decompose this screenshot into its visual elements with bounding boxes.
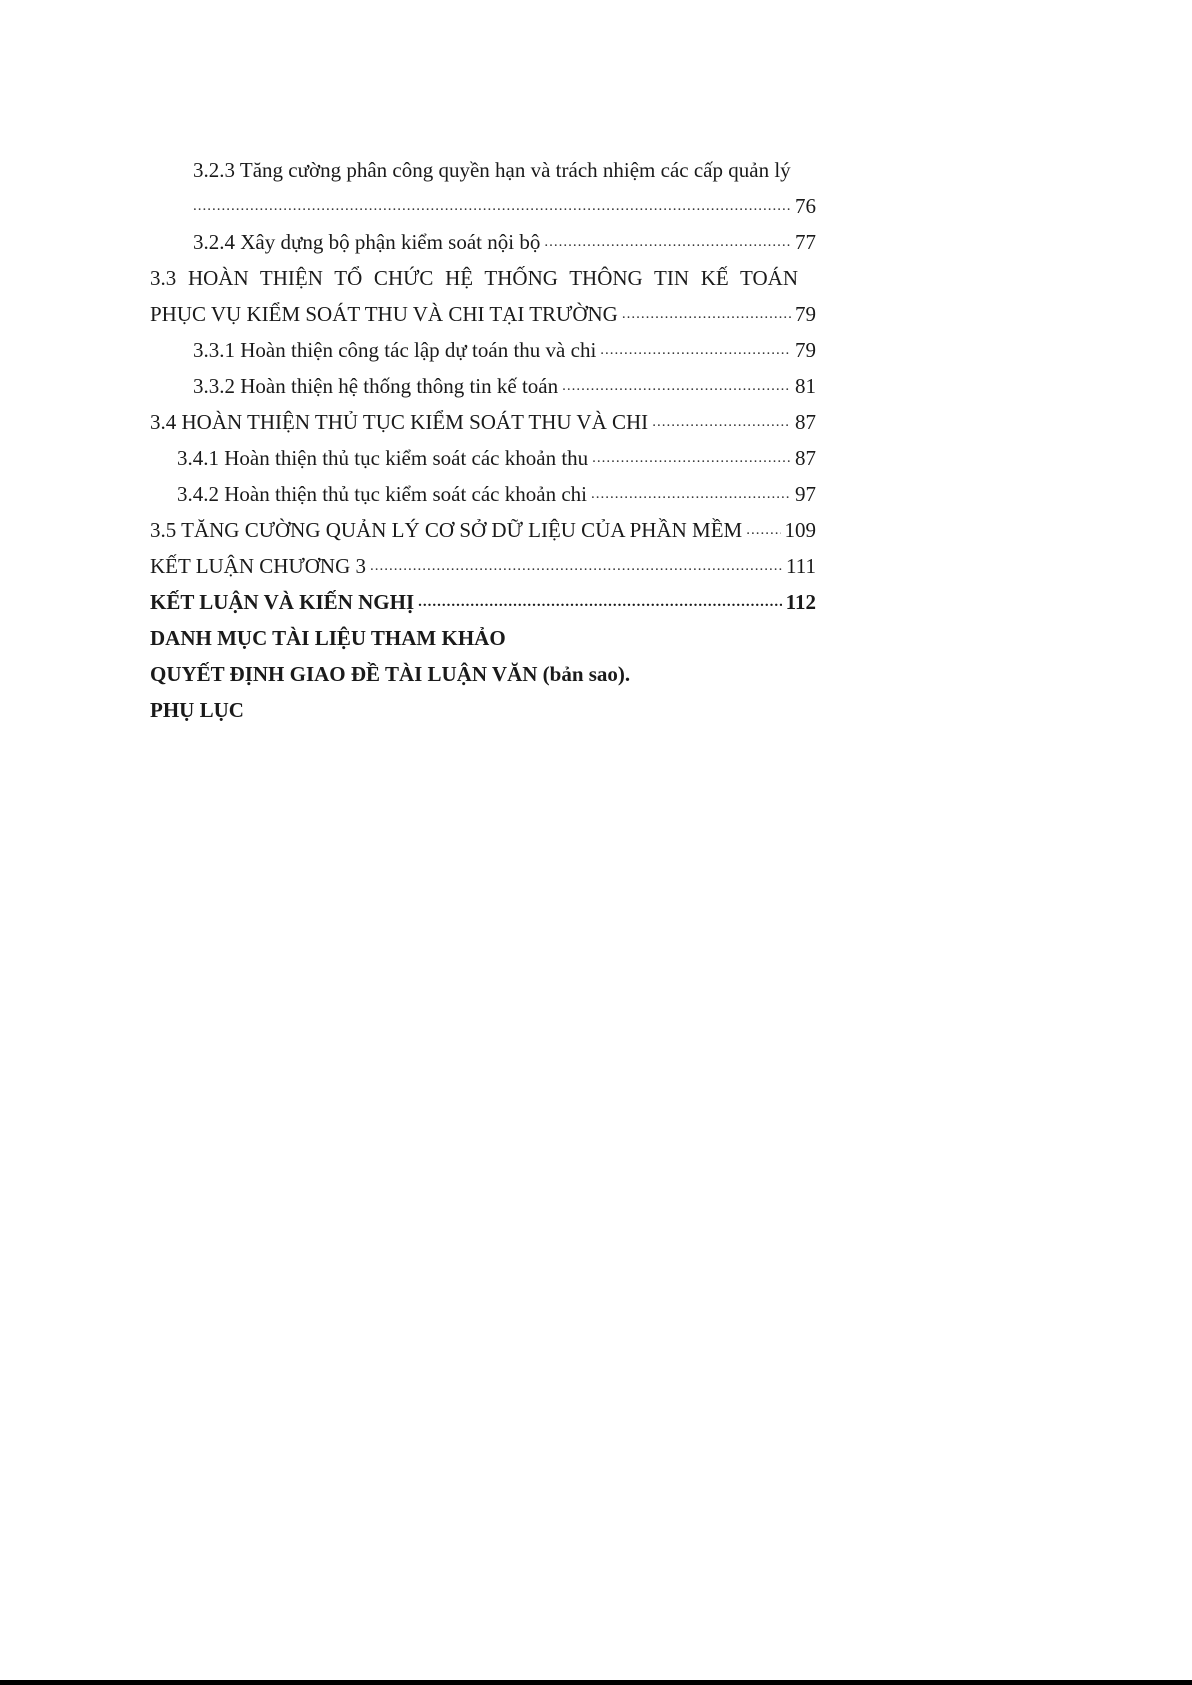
toc-entry-3-3-continuation[interactable] <box>150 290 816 326</box>
toc-entry-label: 3.4.1 Hoàn thiện thủ tục kiểm soát các khoản thu <box>177 446 589 470</box>
toc-leader-dots <box>544 230 791 254</box>
toc-entry-3-4[interactable] <box>150 398 816 434</box>
toc-entry-label: 3.4.2 Hoàn thiện thủ tục kiểm soát các khoản chi <box>177 482 587 506</box>
toc-entry-ket-luan-chuong-3[interactable] <box>150 542 816 578</box>
toc-entry-label: 3.2.4 Xây dựng bộ phận kiểm soát nội bộ <box>193 230 541 254</box>
toc-entry-label: 3.3 HOÀN THIỆN TỔ CHỨC HỆ THỐNG THÔNG TIN KẾ TOÁN <box>150 266 798 290</box>
toc-entry-label: PHỤC VỤ KIỂM SOÁT THU VÀ CHI TẠI TRƯỜNG <box>150 302 618 326</box>
toc-page-number: 77 <box>795 230 816 254</box>
toc-entry-3-3-1[interactable] <box>150 326 816 362</box>
toc-entry-label: 3.4 HOÀN THIỆN THỦ TỤC KIỂM SOÁT THU VÀ CHI <box>150 410 649 434</box>
toc-entry-phu-luc[interactable] <box>150 686 816 722</box>
toc-entry-ket-luan-kien-nghi[interactable] <box>150 578 816 614</box>
toc-entry-label: KẾT LUẬN VÀ KIẾN NGHỊ <box>150 590 415 614</box>
toc-entry-3-4-2[interactable] <box>150 470 816 506</box>
toc-entry-3-4-1[interactable] <box>150 434 816 470</box>
toc-entry-3-2-3-continuation[interactable] <box>150 182 816 218</box>
toc-page-number: 81 <box>795 374 816 398</box>
toc-entry-label: DANH MỤC TÀI LIỆU THAM KHẢO <box>150 626 506 650</box>
toc-entry-label: PHỤ LỤC <box>150 698 244 722</box>
page-bottom-edge <box>0 1680 1192 1685</box>
toc-leader-dots <box>418 590 782 614</box>
toc-entry-quyet-dinh[interactable] <box>150 650 816 686</box>
toc-leader-dots <box>193 194 791 218</box>
toc-page-number: 76 <box>795 194 816 218</box>
toc-leader-dots <box>591 482 791 506</box>
toc-entry-label: KẾT LUẬN CHƯƠNG 3 <box>150 554 366 578</box>
toc-page-number: 87 <box>795 410 816 434</box>
toc-page-number: 111 <box>786 554 816 578</box>
toc-entry-label: 3.5 TĂNG CƯỜNG QUẢN LÝ CƠ SỞ DỮ LIỆU CỦA PHẦN MỀM <box>150 518 743 542</box>
toc-entry-label: 3.3.2 Hoàn thiện hệ thống thông tin kế toán <box>193 374 559 398</box>
table-of-contents <box>150 146 816 722</box>
toc-entry-tai-lieu-tham-khao[interactable] <box>150 614 816 650</box>
toc-leader-dots <box>622 302 791 326</box>
toc-leader-dots <box>746 518 780 542</box>
toc-page-number: 79 <box>795 338 816 362</box>
toc-entry-label: QUYẾT ĐỊNH GIAO ĐỀ TÀI LUẬN VĂN (bản sao). <box>150 662 631 686</box>
toc-leader-dots <box>562 374 791 398</box>
toc-page-number: 97 <box>795 482 816 506</box>
toc-page-number: 109 <box>784 518 816 542</box>
toc-leader-dots <box>592 446 791 470</box>
toc-entry-3-5[interactable] <box>150 506 816 542</box>
toc-leader-dots <box>652 410 791 434</box>
toc-page-number: 87 <box>795 446 816 470</box>
toc-entry-label: 3.2.3 Tăng cường phân công quyền hạn và trách nhiệm các cấp quản lý <box>193 158 791 182</box>
toc-page-number: 112 <box>785 590 816 614</box>
toc-entry-3-2-3[interactable] <box>150 146 816 182</box>
toc-entry-3-2-4[interactable] <box>150 218 816 254</box>
toc-leader-dots <box>370 554 782 578</box>
toc-entry-3-3-2[interactable] <box>150 362 816 398</box>
toc-entry-label: 3.3.1 Hoàn thiện công tác lập dự toán thu và chi <box>193 338 597 362</box>
toc-leader-dots <box>600 338 791 362</box>
toc-page-number: 79 <box>795 302 816 326</box>
toc-entry-3-3[interactable] <box>150 254 816 290</box>
